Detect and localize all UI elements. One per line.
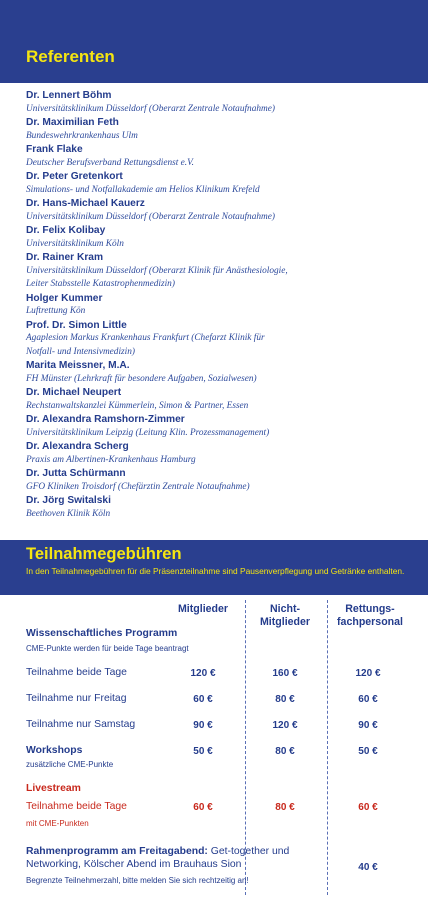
speaker-entry: [26, 89, 421, 116]
speaker-entry: [26, 224, 421, 251]
speaker-entry: [26, 413, 421, 440]
rahmen-sub: Begrenzte Teilnehmerzahl, bitte melden Sie sich rechtzeitig an!: [26, 876, 249, 885]
speaker-list: [26, 89, 421, 521]
speaker-affiliation: Universitätsklinikum Leipzig (Leitung Klin. Prozessmanagement): [26, 427, 270, 438]
price-rettungsfachpersonal: 60 €: [358, 802, 378, 813]
speaker-affiliation: Leiter Stabsstelle Katastrophenmedizin): [26, 279, 175, 289]
row-label: Teilnahme nur Samstag: [26, 719, 136, 730]
price-mitglieder: 50 €: [193, 746, 213, 757]
speaker-name: Dr. Rainer Kram: [26, 252, 104, 263]
col-rett-label-2: fachpersonal: [337, 615, 403, 628]
col-rett-label-1: Rettungs-: [345, 603, 395, 615]
col-nicht-label-2: Mitglieder: [259, 615, 311, 628]
price-nicht-mitglieder: 80 €: [275, 694, 295, 705]
speaker-affiliation: Universitätsklinikum Düsseldorf (Oberarzt Klinik für Anästhesiologie,: [26, 265, 288, 276]
speaker-name: Prof. Dr. Simon Little: [26, 319, 127, 331]
speaker-entry: [26, 116, 421, 143]
speaker-name: Dr. Lennert Böhm: [26, 90, 112, 101]
price-nicht-mitglieder: 80 €: [275, 802, 295, 813]
speaker-entry: [26, 143, 421, 170]
speaker-affiliation: Deutscher Berufsverband Rettungsdienst e.V.: [26, 157, 194, 168]
price-mitglieder: 120 €: [190, 668, 216, 679]
price-rettungsfachpersonal: 50 €: [358, 746, 378, 757]
speaker-affiliation: GFO Kliniken Troisdorf (Chefärztin Zentrale Notaufnahme): [26, 481, 250, 492]
rahmen-price: 40 €: [358, 862, 378, 873]
speaker-affiliation: Bundeswehrkrankenhaus Ulm: [26, 130, 138, 141]
speaker-entry: [26, 292, 421, 319]
price-nicht-mitglieder: 160 €: [272, 668, 298, 679]
speaker-name: Dr. Peter Gretenkort: [26, 171, 123, 182]
speaker-name: Dr. Alexandra Ramshorn-Zimmer: [26, 414, 185, 425]
speaker-affiliation: Universitätsklinikum Düsseldorf (Oberarzt Zentrale Notaufnahme): [26, 103, 275, 114]
fees-subtitle: In den Teilnahmegebühren für die Präsenzteilnahme sind Pausenverpflegung und Getränke enthalten.: [26, 566, 405, 576]
program-sub: CME-Punkte werden für beide Tage beantragt: [26, 644, 189, 653]
speaker-affiliation: Universitätsklinikum Düsseldorf (Oberarzt Zentrale Notaufnahme): [26, 211, 275, 222]
col-nicht-mitglieder: [248, 603, 322, 628]
col-rettungsfachpersonal: [328, 603, 412, 628]
speaker-affiliation: Beethoven Klinik Köln: [26, 508, 111, 519]
price-rettungsfachpersonal: 90 €: [358, 720, 378, 731]
rahmen-bold: Rahmenprogramm am Freitagabend:: [26, 846, 208, 857]
speaker-name: Dr. Hans-Michael Kauerz: [26, 198, 145, 209]
speaker-entry: [26, 467, 421, 494]
price-rettungsfachpersonal: 60 €: [358, 694, 378, 705]
speaker-name: Frank Flake: [26, 144, 83, 155]
fees-title: Teilnahmegebühren: [26, 545, 182, 563]
col-mitglieder-label: Mitglieder: [177, 603, 229, 615]
livestream-sub: mit CME-Punkten: [26, 819, 89, 828]
livestream-title: Livestream: [26, 783, 81, 794]
row-label: Teilnahme nur Freitag: [26, 693, 127, 704]
price-nicht-mitglieder: 120 €: [272, 720, 298, 731]
speaker-name: Dr. Felix Kolibay: [26, 225, 106, 236]
rahmenprogramm-text: [26, 846, 346, 871]
speaker-entry: [26, 170, 421, 197]
referenten-header: [0, 0, 428, 83]
speaker-entry: [26, 359, 421, 386]
speaker-entry: [26, 440, 421, 467]
speaker-name: Marita Meissner, M.A.: [26, 360, 130, 371]
workshops-label: Workshops: [26, 745, 83, 756]
fees-header: [0, 540, 428, 595]
speaker-entry: [26, 494, 421, 521]
workshops-sub: zusätzliche CME-Punkte: [26, 760, 114, 769]
referenten-title: Referenten: [26, 47, 115, 66]
row-label: Teilnahme beide Tage: [26, 667, 127, 678]
speaker-name: Dr. Michael Neupert: [26, 387, 122, 398]
livestream-label: Teilnahme beide Tage: [26, 801, 127, 812]
rahmen-text: Get-together und Networking, Kölscher Abend im Brauhaus Sion: [26, 846, 290, 870]
speaker-affiliation: Rechstanwaltskanzlei Kümmerlein, Simon & Partner, Essen: [26, 400, 249, 411]
speaker-affiliation: Praxis am Albertinen-Krankenhaus Hamburg: [26, 454, 196, 465]
program-title: Wissenschaftliches Programm: [26, 628, 178, 639]
speaker-name: Dr. Jutta Schürmann: [26, 468, 126, 479]
col-nicht-label-1: Nicht-: [269, 603, 300, 615]
speaker-entry: [26, 251, 421, 292]
speaker-entry: [26, 197, 421, 224]
speaker-affiliation: FH Münster (Lehrkraft für besondere Aufgaben, Sozialwesen): [26, 373, 257, 384]
speaker-affiliation: Notfall- und Intensivmedizin): [26, 346, 135, 357]
speaker-entry: [26, 386, 421, 413]
price-rettungsfachpersonal: 120 €: [355, 668, 381, 679]
col-mitglieder: [166, 603, 240, 616]
price-mitglieder: 60 €: [193, 802, 213, 813]
speaker-name: Dr. Jörg Switalski: [26, 495, 111, 506]
price-mitglieder: 90 €: [193, 720, 213, 731]
speaker-affiliation: Agaplesion Markus Krankenhaus Frankfurt (Chefarzt Klinik für: [26, 333, 265, 343]
speaker-name: Holger Kummer: [26, 292, 103, 304]
speaker-affiliation: Universitätsklinikum Köln: [26, 238, 124, 249]
speaker-name: Dr. Alexandra Scherg: [26, 441, 129, 452]
speaker-name: Dr. Maximilian Feth: [26, 117, 119, 128]
speaker-affiliation: Luftrettung Kön: [26, 306, 86, 316]
price-nicht-mitglieder: 80 €: [275, 746, 295, 757]
price-mitglieder: 60 €: [193, 694, 213, 705]
speaker-entry: [26, 319, 421, 360]
speaker-affiliation: Simulations- und Notfallakademie am Helios Klinikum Krefeld: [26, 184, 260, 195]
